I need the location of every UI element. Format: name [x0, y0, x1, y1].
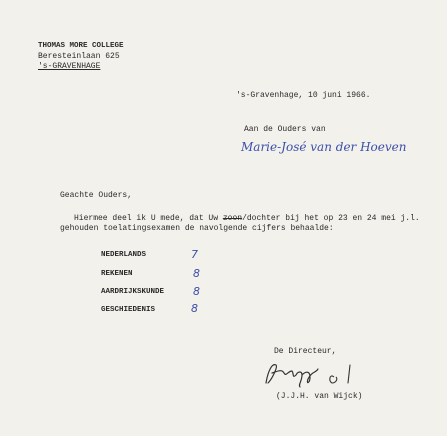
body-line-1	[74, 214, 420, 223]
subject-label: GESCHIEDENIS	[101, 306, 156, 314]
grade-value: 8	[191, 302, 198, 315]
subject-label: REKENEN	[101, 270, 133, 278]
school-street: Beresteinlaan 625	[38, 52, 120, 61]
body-line-1-struck-word: zoon	[222, 214, 243, 223]
date-line: 's-Gravenhage, 10 juni 1966.	[236, 91, 371, 100]
closing-title: De Directeur,	[274, 347, 337, 356]
subject-label: NEDERLANDS	[101, 251, 147, 259]
grade-value: 8	[193, 267, 200, 280]
body-line-1-post: /dochter bij het op 23 en 24 mei j.l.	[242, 214, 420, 223]
handwritten-signature	[258, 357, 388, 389]
body-line-1-pre: Hiermee deel ik U mede, dat U	[74, 214, 214, 223]
body-line-2: gehouden toelatingsexamen de navolgende cijfers behaalde:	[60, 224, 334, 233]
signatory-name: (J.J.H. van Wijck)	[276, 392, 363, 401]
school-city: 's-GRAVENHAGE	[38, 62, 101, 71]
salutation: Geachte Ouders,	[60, 191, 133, 200]
school-name: THOMAS MORE COLLEGE	[38, 42, 124, 50]
recipient-name: Marie-José van der Hoeven	[241, 140, 407, 154]
subject-label: AARDRIJKSKUNDE	[101, 288, 165, 296]
recipient-intro: Aan de Ouders van	[244, 125, 326, 134]
grade-value: 8	[193, 285, 200, 298]
grade-value: 7	[191, 248, 198, 261]
body-line-1-suffix: w	[213, 214, 219, 223]
